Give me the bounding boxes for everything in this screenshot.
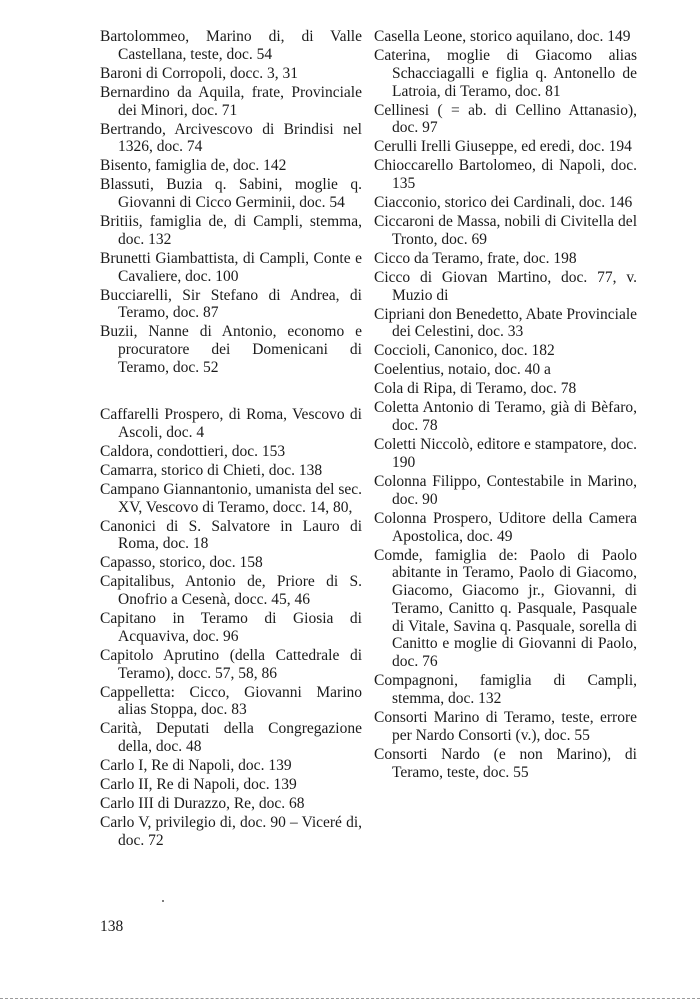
- index-entry: Caterina, moglie di Giacomo alias Schacciagalli e figlia q. Antonello de Latroia, di Teramo, doc. 81: [374, 46, 637, 100]
- section-gap: [100, 378, 362, 406]
- index-entry: Cellinesi ( = ab. di Cellino Attanasio), doc. 97: [374, 101, 637, 137]
- scan-edge-line: [0, 998, 700, 999]
- page-number: 138: [100, 918, 124, 935]
- index-entry: Cipriani don Benedetto, Abate Provinciale dei Celestini, doc. 33: [374, 305, 638, 341]
- index-entry: Buzii, Nanne di Antonio, economo e procuratore dei Domenicani di Teramo, doc. 52: [100, 323, 362, 377]
- index-entry: Cicco da Teramo, frate, doc. 198: [374, 249, 577, 267]
- index-entry: Cerulli Irelli Giuseppe, ed eredi, doc. 194: [374, 138, 632, 156]
- ink-speck: [162, 900, 164, 902]
- index-entry: Baroni di Corropoli, docc. 3, 31: [100, 64, 299, 82]
- index-entry: Campano Giannantonio, umanista del sec. XV, Vescovo di Teramo, docc. 14, 80,: [100, 480, 362, 516]
- index-entry: Camarra, storico di Chieti, doc. 138: [100, 461, 323, 479]
- index-entry: Carlo I, Re di Napoli, doc. 139: [100, 757, 292, 775]
- index-entry: Caffarelli Prospero, di Roma, Vescovo di Ascoli, doc. 4: [100, 406, 362, 441]
- index-entry: Carlo III di Durazzo, Re, doc. 68: [100, 795, 305, 813]
- index-entry: Ciacconio, storico dei Cardinali, doc. 146: [374, 194, 633, 212]
- index-entry: Ciccaroni de Massa, nobili di Civitella del Tronto, doc. 69: [374, 213, 637, 248]
- index-entry: Cicco di Giovan Martino, doc. 77, v. Muzio di: [374, 268, 637, 304]
- index-entry: Bertrando, Arcivescovo di Brindisi nel 1326, doc. 74: [100, 120, 362, 156]
- index-column-left: [100, 28, 362, 851]
- index-entry: Carlo V, privilegio di, doc. 90 – Viceré di, doc. 72: [100, 814, 362, 849]
- index-entry: Coccioli, Canonico, doc. 182: [374, 342, 555, 360]
- index-entry: Blassuti, Buzia q. Sabini, moglie q. Giovanni di Cicco Germinii, doc. 54: [100, 176, 362, 212]
- index-entry: Coelentius, notaio, doc. 40 a: [374, 361, 551, 379]
- index-entry: Colonna Filippo, Contestabile in Marino, doc. 90: [374, 472, 637, 508]
- index-entry: Carlo II, Re di Napoli, doc. 139: [100, 776, 297, 794]
- index-entry: Brunetti Giambattista, di Campli, Conte e Cavaliere, doc. 100: [100, 249, 362, 285]
- index-entry: Cappelletta: Cicco, Giovanni Marino alias Stoppa, doc. 83: [100, 683, 362, 719]
- index-entry: Capasso, storico, doc. 158: [100, 554, 263, 572]
- index-entry: Cola di Ripa, di Teramo, doc. 78: [374, 380, 577, 398]
- index-entry: Consorti Nardo (e non Marino), di Teramo, teste, doc. 55: [374, 745, 637, 781]
- index-entry: Consorti Marino di Teramo, teste, errore per Nardo Consorti (v.), doc. 55: [374, 709, 637, 744]
- index-entry: Capitano in Teramo di Giosia di Acquaviva, doc. 96: [100, 610, 362, 645]
- index-entry: Chioccarello Bartolomeo, di Napoli, doc. 135: [374, 157, 637, 193]
- index-entry: Comde, famiglia de: Paolo di Paolo abitante in Teramo, Paolo di Giacomo, Giacomo, Giacomo jr., Giovanni, di Teramo, Canitto q. Pasquale, Pasquale di Vitale, Savina q. Pasquale, sorella di Canitto e moglie di Giovanni di Paolo, doc. 76: [374, 546, 637, 671]
- index-entry: Britiis, famiglia de, di Campli, stemma, doc. 132: [100, 213, 362, 248]
- index-entry: Colonna Prospero, Uditore della Camera Apostolica, doc. 49: [374, 509, 637, 545]
- index-entry: Casella Leone, storico aquilano, doc. 149: [374, 28, 631, 45]
- index-entry: Bucciarelli, Sir Stefano di Andrea, di Teramo, doc. 87: [100, 286, 362, 322]
- index-entry: Caldora, condottieri, doc. 153: [100, 442, 286, 460]
- index-entry: Compagnoni, famiglia di Campli, stemma, doc. 132: [374, 672, 637, 708]
- index-entry: Canonici di S. Salvatore in Lauro di Roma, doc. 18: [100, 517, 362, 553]
- index-entry: Coletti Niccolò, editore e stampatore, doc. 190: [374, 436, 637, 471]
- index-entry: Capitolo Aprutino (della Cattedrale di Teramo), docc. 57, 58, 86: [100, 646, 362, 682]
- index-column-right: [374, 28, 637, 783]
- index-entry: Bartolommeo, Marino di, di Valle Castellana, teste, doc. 54: [100, 28, 362, 63]
- index-entry: Capitalibus, Antonio de, Priore di S. Onofrio a Cesenà, docc. 45, 46: [100, 573, 362, 609]
- index-entry: Coletta Antonio di Teramo, già di Bèfaro, doc. 78: [374, 399, 637, 435]
- index-entry: Bisento, famiglia de, doc. 142: [100, 157, 287, 175]
- index-entry: Carità, Deputati della Congregazione della, doc. 48: [100, 720, 362, 756]
- index-entry: Bernardino da Aquila, frate, Provinciale dei Minori, doc. 71: [100, 83, 362, 119]
